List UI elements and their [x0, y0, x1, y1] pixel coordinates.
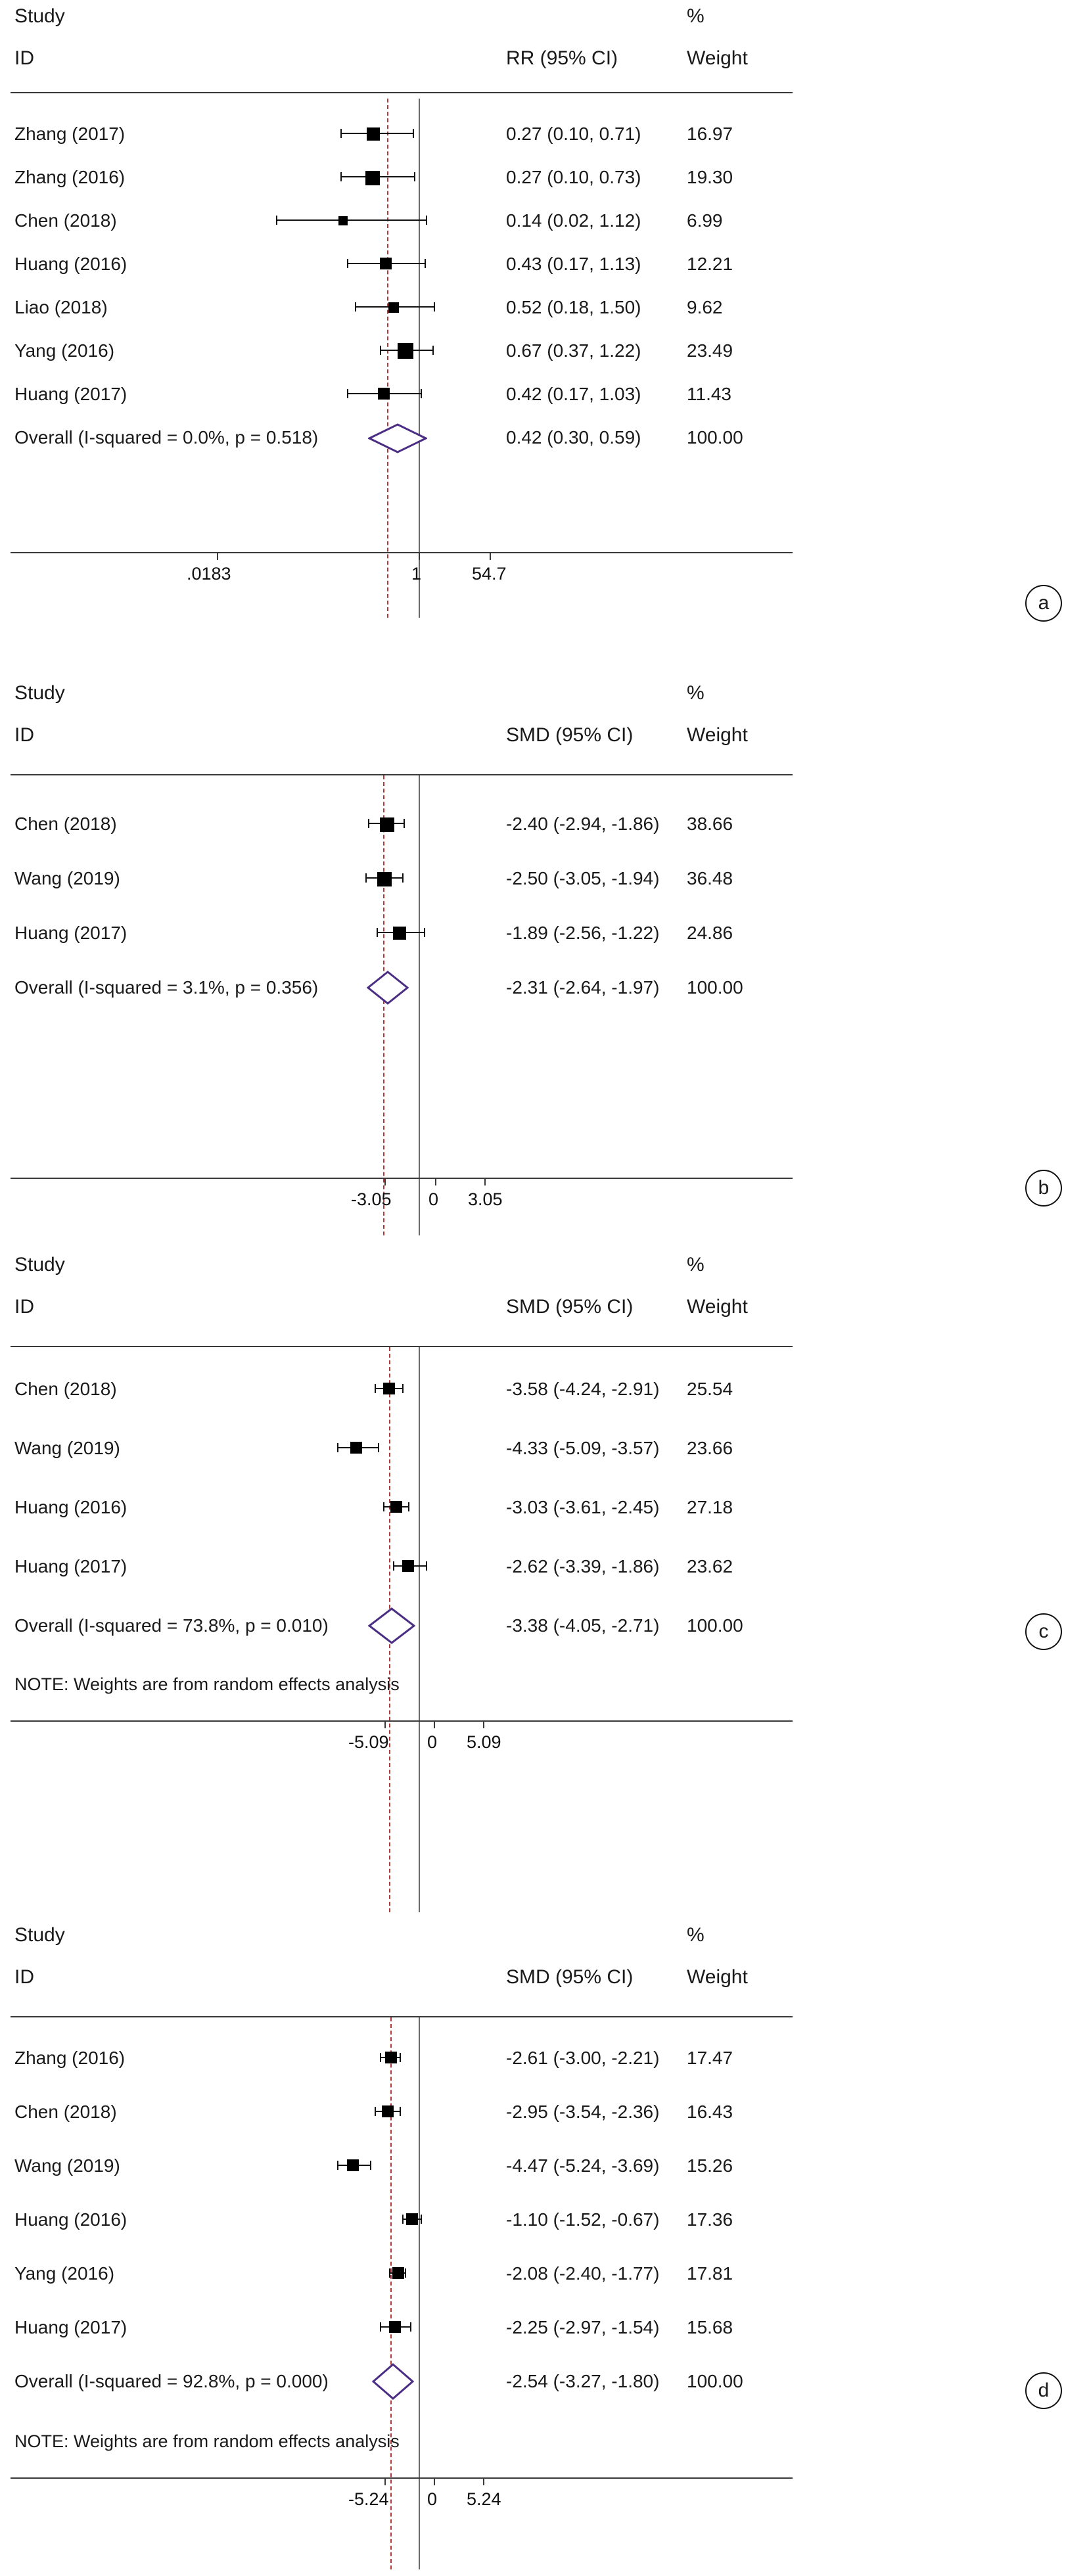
- axis-tick-label: 1: [411, 564, 422, 584]
- effect-marker: [367, 127, 380, 141]
- ci-cap-left: [380, 346, 381, 355]
- panel-label-b: b: [1025, 1170, 1062, 1207]
- effect-marker: [398, 343, 413, 359]
- effect-marker: [406, 2213, 418, 2225]
- study-label: Chen (2018): [14, 814, 117, 834]
- ci-cap-right: [370, 2161, 371, 2170]
- axis-tick-label: -5.09: [348, 1732, 389, 1752]
- table-row: [0, 911, 1087, 954]
- weight-text: 17.47: [687, 2048, 733, 2068]
- weight-text: 38.66: [687, 814, 733, 834]
- panel-label-a: a: [1025, 585, 1062, 622]
- axis-tick: [435, 1178, 436, 1185]
- ci-cap-right: [414, 172, 415, 181]
- effect-marker: [402, 1560, 414, 1572]
- effect-marker: [347, 2159, 359, 2171]
- study-label: Yang (2016): [14, 2263, 115, 2284]
- study-label: Huang (2016): [14, 254, 127, 274]
- ci-cap-left: [380, 2053, 381, 2062]
- effect-marker: [392, 2267, 404, 2279]
- study-label: Liao (2018): [14, 297, 108, 317]
- axis-tick: [419, 552, 420, 560]
- header-effect: SMD (95% CI): [506, 1296, 634, 1318]
- table-row: [0, 2305, 1087, 2349]
- study-label: Zhang (2017): [14, 124, 126, 144]
- panel-b-plot: [0, 775, 1087, 1235]
- weight-text: 11.43: [687, 384, 731, 404]
- header-percent: %: [687, 682, 705, 704]
- ci-cap-left: [368, 819, 369, 828]
- ci-cap-left: [337, 1443, 338, 1452]
- ci-cap-left: [347, 259, 348, 268]
- weight-text: 17.81: [687, 2263, 733, 2284]
- study-label: Wang (2019): [14, 868, 120, 888]
- effect-marker: [380, 817, 394, 832]
- panel-a-plot: [0, 99, 1087, 618]
- random-effects-note: NOTE: Weights are from random effects analysis: [14, 2431, 400, 2451]
- panel-c-header: [0, 1249, 1087, 1347]
- ci-cap-right: [432, 346, 434, 355]
- header-percent: %: [687, 1254, 705, 1276]
- panel-c-plot: [0, 1347, 1087, 1912]
- ci-cap-left: [340, 129, 342, 138]
- axis-tick: [384, 1178, 386, 1185]
- header-percent: %: [687, 5, 705, 27]
- ci-cap-right: [404, 819, 405, 828]
- study-label: Huang (2017): [14, 2317, 127, 2337]
- ci-cap-right: [402, 1384, 404, 1393]
- effect-marker: [365, 171, 380, 185]
- axis-tick-label: 5.24: [467, 2489, 501, 2509]
- ci-cap-left: [355, 302, 356, 311]
- ci-cap-right: [400, 2107, 401, 2116]
- header-id: ID: [14, 47, 34, 69]
- effect-text: -2.50 (-3.05, -1.94): [506, 868, 660, 888]
- effect-text: -4.47 (-5.24, -3.69): [506, 2155, 660, 2176]
- effect-marker: [383, 1383, 395, 1394]
- weight-text: 27.18: [687, 1497, 733, 1517]
- study-label: Wang (2019): [14, 2155, 120, 2176]
- forest-panel-b: [0, 677, 1087, 1249]
- panel-label-d: d: [1025, 2372, 1062, 2409]
- header-study: Study: [14, 1254, 65, 1276]
- overall-label: Overall (I-squared = 0.0%, p = 0.518): [14, 427, 319, 448]
- axis-tick-label: 3.05: [468, 1189, 503, 1209]
- weight-text: 16.43: [687, 2102, 733, 2122]
- axis-tick-label: -5.24: [348, 2489, 389, 2509]
- ci-cap-right: [434, 302, 435, 311]
- summary-diamond: [372, 2363, 414, 2400]
- overall-row: [0, 415, 1087, 459]
- weight-text: 9.62: [687, 297, 723, 317]
- table-row: [0, 1367, 1087, 1410]
- table-row: [0, 2197, 1087, 2241]
- effect-text: 0.43 (0.17, 1.13): [506, 254, 641, 274]
- table-row: [0, 1426, 1087, 1469]
- weight-text: 100.00: [687, 1615, 743, 1636]
- effect-text: -4.33 (-5.09, -3.57): [506, 1438, 660, 1458]
- overall-row: [0, 965, 1087, 1009]
- header-study: Study: [14, 1924, 65, 1946]
- panel-d-plot: [0, 2017, 1087, 2569]
- axis-tick: [483, 2477, 484, 2485]
- weight-text: 15.68: [687, 2317, 733, 2337]
- axis-tick: [483, 1720, 484, 1728]
- effect-text: -2.61 (-3.00, -2.21): [506, 2048, 660, 2068]
- study-label: Yang (2016): [14, 340, 115, 361]
- ci-cap-right: [426, 1561, 427, 1571]
- ci-cap-left: [383, 1502, 384, 1511]
- weight-text: 19.30: [687, 167, 733, 187]
- axis-tick-label: -3.05: [351, 1189, 392, 1209]
- weight-text: 36.48: [687, 868, 733, 888]
- weight-text: 16.97: [687, 124, 733, 144]
- ci-cap-left: [276, 216, 277, 225]
- panel-d-header: [0, 1919, 1087, 2017]
- effect-text: -1.89 (-2.56, -1.22): [506, 923, 660, 943]
- weight-text: 6.99: [687, 210, 723, 231]
- weight-text: 12.21: [687, 254, 733, 274]
- study-label: Huang (2017): [14, 923, 127, 943]
- ci-cap-right: [402, 873, 404, 883]
- header-weight: Weight: [687, 1966, 748, 1988]
- header-id: ID: [14, 724, 34, 746]
- ci-cap-left: [393, 1561, 394, 1571]
- effect-marker: [393, 927, 406, 940]
- forest-panel-d: [0, 1919, 1087, 2576]
- table-row: [0, 285, 1087, 329]
- ci-cap-left: [375, 1384, 376, 1393]
- table-row: [0, 242, 1087, 285]
- ci-cap-right: [405, 2268, 406, 2278]
- effect-text: 0.42 (0.17, 1.03): [506, 384, 641, 404]
- study-label: Chen (2018): [14, 210, 117, 231]
- table-row: [0, 1485, 1087, 1529]
- header-weight: Weight: [687, 47, 748, 69]
- header-effect: SMD (95% CI): [506, 724, 634, 746]
- effect-marker: [350, 1442, 362, 1454]
- ci-cap-left: [377, 928, 378, 937]
- weight-text: 15.26: [687, 2155, 733, 2176]
- weight-text: 100.00: [687, 427, 743, 448]
- forest-panel-c: [0, 1249, 1087, 1919]
- effect-marker: [389, 2321, 401, 2333]
- effect-marker: [338, 216, 348, 225]
- axis-tick: [384, 2477, 386, 2485]
- ci-cap-left: [340, 172, 342, 181]
- random-effects-note: NOTE: Weights are from random effects analysis: [14, 1674, 400, 1694]
- plot-bottom-rule: [11, 1720, 793, 1722]
- effect-text: -1.10 (-1.52, -0.67): [506, 2209, 660, 2230]
- axis-tick-label: 0: [428, 1189, 439, 1209]
- overall-label: Overall (I-squared = 92.8%, p = 0.000): [14, 2371, 329, 2391]
- weight-text: 24.86: [687, 923, 733, 943]
- effect-text: -2.95 (-3.54, -2.36): [506, 2102, 660, 2122]
- ci-cap-left: [375, 2107, 376, 2116]
- table-row: [0, 2036, 1087, 2079]
- ci-cap-right: [400, 2053, 401, 2062]
- table-row: [0, 112, 1087, 155]
- effect-text: -2.08 (-2.40, -1.77): [506, 2263, 660, 2284]
- effect-text: -2.40 (-2.94, -1.86): [506, 814, 660, 834]
- axis-tick-label: .0183: [187, 564, 231, 584]
- study-label: Huang (2017): [14, 384, 127, 404]
- header-weight: Weight: [687, 724, 748, 746]
- ci-cap-left: [389, 2268, 390, 2278]
- table-row: [0, 2251, 1087, 2295]
- header-study: Study: [14, 5, 65, 27]
- axis-tick: [434, 2477, 435, 2485]
- table-row: [0, 802, 1087, 845]
- weight-text: 100.00: [687, 977, 743, 998]
- axis-tick-label: 54.7: [472, 564, 507, 584]
- weight-text: 100.00: [687, 2371, 743, 2391]
- ci-line: [276, 219, 427, 221]
- effect-text: 0.14 (0.02, 1.12): [506, 210, 641, 231]
- panel-b-header: [0, 677, 1087, 775]
- weight-text: 23.49: [687, 340, 733, 361]
- header-percent: %: [687, 1924, 705, 1946]
- ci-cap-right: [378, 1443, 379, 1452]
- table-row: [0, 198, 1087, 242]
- effect-marker: [382, 2105, 394, 2117]
- axis-tick: [484, 1178, 486, 1185]
- header-weight: Weight: [687, 1296, 748, 1318]
- panel-a-header: [0, 0, 1087, 99]
- header-id: ID: [14, 1296, 34, 1318]
- ci-cap-left: [347, 389, 348, 398]
- axis-tick: [384, 1720, 386, 1728]
- ci-cap-right: [410, 2322, 411, 2332]
- effect-marker: [377, 872, 392, 886]
- plot-bottom-rule: [11, 2477, 793, 2479]
- ci-cap-right: [413, 129, 414, 138]
- overall-row: [0, 1603, 1087, 1647]
- effect-marker: [378, 388, 390, 400]
- plot-bottom-rule: [11, 1178, 793, 1179]
- ci-cap-left: [380, 2322, 381, 2332]
- effect-marker: [385, 2052, 397, 2063]
- effect-text: 0.27 (0.10, 0.71): [506, 124, 641, 144]
- header-effect: RR (95% CI): [506, 47, 618, 69]
- table-row: [0, 2090, 1087, 2133]
- study-label: Zhang (2016): [14, 2048, 126, 2068]
- effect-text: 0.52 (0.18, 1.50): [506, 297, 641, 317]
- ci-cap-right: [425, 259, 426, 268]
- table-row: [0, 856, 1087, 900]
- study-label: Chen (2018): [14, 2102, 117, 2122]
- table-row: [0, 155, 1087, 198]
- effect-text: 0.27 (0.10, 0.73): [506, 167, 641, 187]
- overall-row: [0, 2359, 1087, 2403]
- table-row: [0, 2144, 1087, 2187]
- header-rule: [11, 92, 793, 93]
- table-row: [0, 329, 1087, 372]
- overall-label: Overall (I-squared = 73.8%, p = 0.010): [14, 1615, 329, 1636]
- axis-tick: [434, 1720, 435, 1728]
- effect-marker: [390, 1501, 402, 1513]
- study-label: Huang (2016): [14, 2209, 127, 2230]
- effect-marker: [380, 258, 392, 269]
- axis-tick-label: 5.09: [467, 1732, 501, 1752]
- ci-cap-right: [421, 389, 422, 398]
- effect-text: -2.25 (-2.97, -1.54): [506, 2317, 660, 2337]
- study-label: Huang (2017): [14, 1556, 127, 1576]
- study-label: Wang (2019): [14, 1438, 120, 1458]
- header-id: ID: [14, 1966, 34, 1988]
- weight-text: 23.66: [687, 1438, 733, 1458]
- ci-cap-left: [402, 2215, 404, 2224]
- overall-label: Overall (I-squared = 3.1%, p = 0.356): [14, 977, 319, 998]
- axis-tick: [490, 552, 491, 560]
- ci-cap-right: [424, 928, 425, 937]
- ci-cap-right: [426, 216, 427, 225]
- study-label: Chen (2018): [14, 1379, 117, 1399]
- summary-diamond: [367, 971, 409, 1005]
- ci-cap-right: [421, 2215, 422, 2224]
- header-study: Study: [14, 682, 65, 704]
- effect-text: -3.03 (-3.61, -2.45): [506, 1497, 660, 1517]
- ci-cap-left: [365, 873, 367, 883]
- summary-diamond: [368, 1607, 415, 1644]
- study-label: Huang (2016): [14, 1497, 127, 1517]
- forest-panel-a: [0, 0, 1087, 677]
- study-label: Zhang (2016): [14, 167, 126, 187]
- panel-label-c: c: [1025, 1613, 1062, 1650]
- effect-marker: [388, 302, 399, 313]
- header-effect: SMD (95% CI): [506, 1966, 634, 1988]
- effect-text: -2.54 (-3.27, -1.80): [506, 2371, 660, 2391]
- effect-text: -2.62 (-3.39, -1.86): [506, 1556, 660, 1576]
- table-row: [0, 1544, 1087, 1588]
- weight-text: 23.62: [687, 1556, 733, 1576]
- effect-text: 0.42 (0.30, 0.59): [506, 427, 641, 448]
- ci-cap-right: [408, 1502, 409, 1511]
- effect-text: -3.38 (-4.05, -2.71): [506, 1615, 660, 1636]
- axis-tick: [217, 552, 218, 560]
- weight-text: 25.54: [687, 1379, 733, 1399]
- axis-tick-label: 0: [427, 1732, 438, 1752]
- axis-tick-label: 0: [427, 2489, 438, 2509]
- effect-text: 0.67 (0.37, 1.22): [506, 340, 641, 361]
- ci-cap-left: [337, 2161, 338, 2170]
- plot-bottom-rule: [11, 552, 793, 553]
- summary-diamond: [368, 423, 427, 453]
- table-row: [0, 372, 1087, 415]
- effect-text: -2.31 (-2.64, -1.97): [506, 977, 660, 998]
- weight-text: 17.36: [687, 2209, 733, 2230]
- effect-text: -3.58 (-4.24, -2.91): [506, 1379, 660, 1399]
